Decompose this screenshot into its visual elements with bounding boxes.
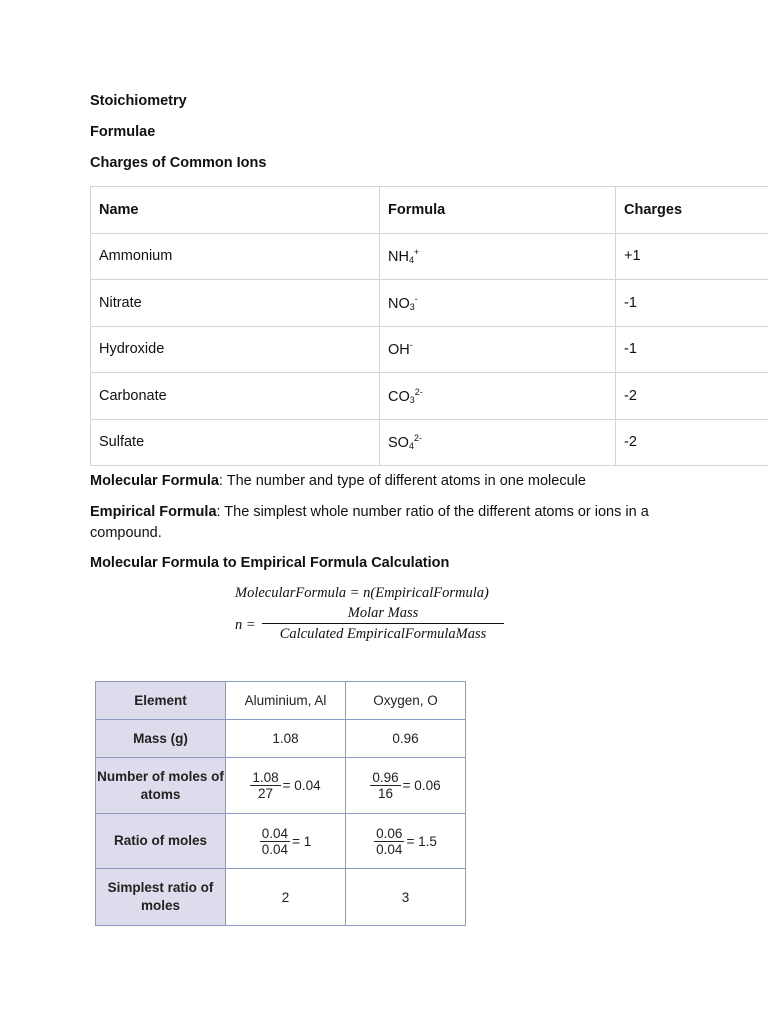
column-header-charges: Charges [616,187,768,234]
ion-charge: +1 [616,233,768,280]
ratio-aluminium: $\frac{0.04}{0.04}$ = 1 [226,814,346,869]
ion-formula: $NH_4^+$ [380,233,616,280]
ion-charge: -1 [616,326,768,373]
column-header-formula: Formula [380,187,616,234]
element-oxygen: Oxygen, O [346,682,466,720]
table-header-row [91,187,768,234]
ion-charges-table [90,186,768,466]
table-row [96,758,466,814]
table-row [96,720,466,758]
molecular-formula-definition: Molecular Formula: The number and type of different atoms in one molecule [90,473,586,489]
equation-n-fraction [262,605,504,643]
fraction-bar [262,623,504,624]
row-label: Ratio of moles [96,814,226,869]
empirical-formula-definition: Empirical Formula: The simplest whole number ratio of the different atoms or ions in a compound. [90,504,649,541]
table-row [91,419,768,466]
moles-oxygen: $\frac{0.96}{16}$ = 0.06 [346,758,466,814]
ion-formula: $SO_4^{2-}$ [380,419,616,466]
document-page [90,0,768,1024]
section-heading-ions: Charges of Common Ions [90,155,267,171]
table-row [96,814,466,869]
table-row [91,233,768,280]
ion-formula: OH- [380,326,616,373]
row-label: Simplest ratio of moles [96,869,226,926]
row-label: Mass (g) [96,720,226,758]
table-row [91,373,768,420]
mass-aluminium: 1.08 [226,720,346,758]
row-label: Number of moles of atoms [96,758,226,814]
column-header-name: Name [91,187,380,234]
table-row [91,326,768,373]
empirical-calculation-table [95,681,466,926]
section-heading-formulae: Formulae [90,124,156,140]
table-row [96,682,466,720]
document-title: Stoichiometry [90,93,187,109]
table-row [96,869,466,926]
fraction-denominator: Calculated EmpiricalFormulaMass [279,626,487,642]
ion-name: Sulfate [91,419,380,466]
ion-name: Nitrate [91,280,380,327]
ion-charge: -2 [616,419,768,466]
ion-name: Ammonium [91,233,380,280]
ion-formula: $CO_3^{2-}$ [380,373,616,420]
equation-molecular-formula: MolecularFormula = n(EmpiricalFormula) [235,585,489,601]
moles-aluminium: $\frac{1.08}{27}$ = 0.04 [226,758,346,814]
fraction-numerator: Molar Mass [347,605,419,621]
calculation-heading: Molecular Formula to Empirical Formula Calculation [90,555,450,571]
row-label: Element [96,682,226,720]
ion-formula: $NO_3^-$ [380,280,616,327]
element-aluminium: Aluminium, Al [226,682,346,720]
ratio-oxygen: $\frac{0.06}{0.04}$ = 1.5 [346,814,466,869]
mass-oxygen: 0.96 [346,720,466,758]
simplest-oxygen: 3 [346,869,466,926]
table-row [91,280,768,327]
ion-name: Hydroxide [91,326,380,373]
ion-name: Carbonate [91,373,380,420]
ion-charge: -2 [616,373,768,420]
simplest-aluminium: 2 [226,869,346,926]
ion-charge: -1 [616,280,768,327]
equation-n-lhs: n = [235,617,256,633]
